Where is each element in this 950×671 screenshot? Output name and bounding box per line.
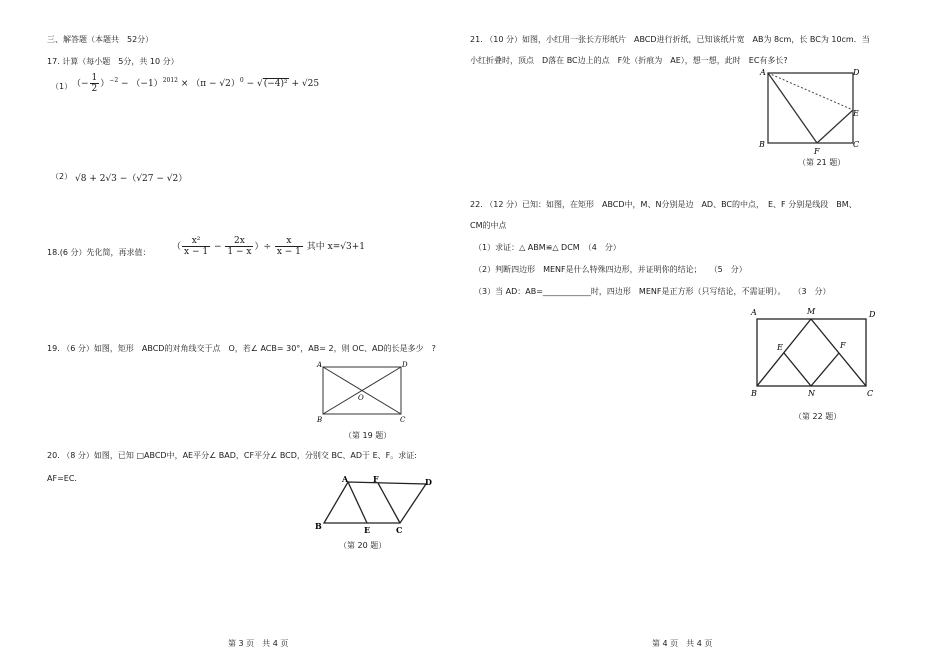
point-label-b: B: [315, 521, 322, 531]
q17-title: 17. 计算（每小题 5分，共 10 分）: [47, 57, 179, 66]
expr-text: × （π − √2）: [177, 79, 240, 89]
segment-en: [784, 353, 811, 386]
q17-part1-label: （1）: [51, 82, 73, 91]
expr-text: − （−1）: [118, 79, 163, 89]
q20-text-line2: AF=EC.: [47, 474, 77, 483]
parallelogram-abcd: [324, 482, 426, 523]
q19-caption: （第 19 题）: [344, 431, 392, 440]
q20-figure: [312, 473, 437, 538]
point-label-c: C: [396, 525, 403, 535]
q18-expression: [172, 236, 365, 257]
denominator: 1 − x: [227, 247, 252, 257]
point-label-e: E: [777, 343, 783, 352]
point-label-f: F: [814, 147, 820, 155]
point-label-c: C: [867, 389, 874, 398]
point-label-b: B: [317, 416, 323, 424]
numerator: x²: [182, 236, 210, 247]
segment-ae: [348, 482, 367, 523]
q19-text: 19. （6 分）如图，矩形 ABCD的对角线交于点 O，若∠ ACB= 30°，AB= 2，则 OC、AD的长是多少 ?: [47, 344, 436, 353]
segment-af: [768, 73, 817, 143]
point-label-e: E: [364, 525, 371, 535]
expr-text: 其中 x=√3+1: [303, 242, 365, 252]
point-label-o: O: [358, 394, 364, 402]
q22-part2: （2）判断四边形 MENF是什么特殊四边形，并证明你的结论； （5 分）: [474, 265, 747, 274]
denominator: x − 1: [276, 247, 301, 257]
q17-part2-expression: √8 + 2√3 −（√27 − √2）: [75, 174, 188, 184]
q20-text-line1: 20. （8 分）如图，已知 □ABCD中，AE平分∠ BAD，CF平分∠ BCD，分别交 BC、AD于 E、F。求证:: [47, 451, 417, 460]
point-label-d: D: [853, 68, 860, 77]
q22-figure: [745, 303, 880, 401]
q21-figure: [755, 63, 867, 155]
q22-part3: （3）当 AD：AB=____________时，四边形 MENF是正方形（只写结论，不需证明）。 （3 分）: [474, 287, 831, 296]
q18-label: 18.(6 分）先化简，再求值：: [47, 248, 151, 257]
denominator: x − 1: [184, 247, 209, 257]
point-label-a: A: [760, 68, 766, 77]
expr-text: + √25: [288, 79, 320, 89]
point-label-d: D: [869, 310, 876, 319]
fraction: [225, 236, 253, 257]
q21-line2: 小红折叠时，顶点 D落在 BC边上的点 F处（折痕为 AE），想一想，此时 EC有多长?: [470, 56, 788, 65]
expr-text: （: [172, 242, 182, 252]
point-label-n: N: [808, 389, 815, 398]
numerator: x: [275, 236, 303, 247]
expr-text: （−: [72, 79, 89, 89]
rectangle-abcd: [757, 319, 866, 386]
point-label-a: A: [751, 308, 757, 317]
radicand: (−4)²: [263, 79, 288, 89]
point-label-e: E: [853, 109, 859, 118]
q17-part2-label: （2）: [51, 172, 73, 181]
point-label-m: M: [807, 307, 816, 316]
q22-line1: 22. （12 分）已知：如图，在矩形 ABCD中，M、N分别是边 AD、BC的中点， E、F 分别是线段 BM、: [470, 200, 857, 209]
fraction: [182, 236, 210, 257]
q22-caption: （第 22 题）: [794, 412, 842, 421]
point-label-c: C: [400, 416, 406, 424]
point-label-b: B: [751, 389, 757, 398]
fraction: [275, 236, 303, 257]
point-label-d: D: [402, 361, 408, 369]
rectangle-abcd: [768, 73, 853, 143]
segment-fe: [817, 110, 853, 143]
segment-nf: [811, 353, 839, 386]
point-label-c: C: [853, 140, 860, 149]
numerator: 1: [91, 73, 98, 83]
segment-cf: [378, 483, 400, 523]
q17-part1-expression: （− $\frac{1}{2}$ ）$^{-2} - (-1)^{2012} \times (\pi - √2)^0 - √(-4)^2 + √25$: [72, 73, 320, 94]
point-label-f: F: [373, 474, 379, 484]
point-label-d: D: [425, 477, 432, 487]
q21-line1: 21. （10 分）如图，小红用一张长方形纸片 ABCD进行折纸，已知该纸片宽 AB为 8cm，长 BC为 10cm．当: [470, 35, 870, 44]
section-header: 三、解答题（本题共 52分）: [47, 35, 154, 44]
point-label-a: A: [342, 474, 349, 484]
expr-text: −: [243, 79, 257, 89]
page-footer-right: 第 4 页 共 4 页: [652, 639, 713, 648]
page-footer-left: 第 3 页 共 4 页: [228, 639, 289, 648]
expr-text: ）: [100, 79, 110, 89]
exponent: −2: [109, 77, 119, 84]
exponent: 0: [239, 77, 244, 84]
expr-text: −: [211, 242, 225, 252]
q21-caption: （第 21 题）: [798, 158, 846, 167]
q20-caption: （第 20 题）: [339, 541, 387, 550]
numerator: 2x: [225, 236, 253, 247]
q22-line2: CM的中点: [470, 221, 507, 230]
point-label-a: A: [317, 361, 323, 369]
denominator: 2: [91, 84, 98, 94]
q19-figure: [313, 358, 413, 424]
point-label-b: B: [759, 140, 765, 149]
exponent: 2012: [162, 77, 178, 84]
expr-text: ）÷: [254, 242, 274, 252]
point-label-f: F: [840, 341, 846, 350]
fraction: [90, 73, 100, 94]
q22-part1: （1）求证：△ ABM≌△ DCM （4 分）: [474, 243, 621, 252]
